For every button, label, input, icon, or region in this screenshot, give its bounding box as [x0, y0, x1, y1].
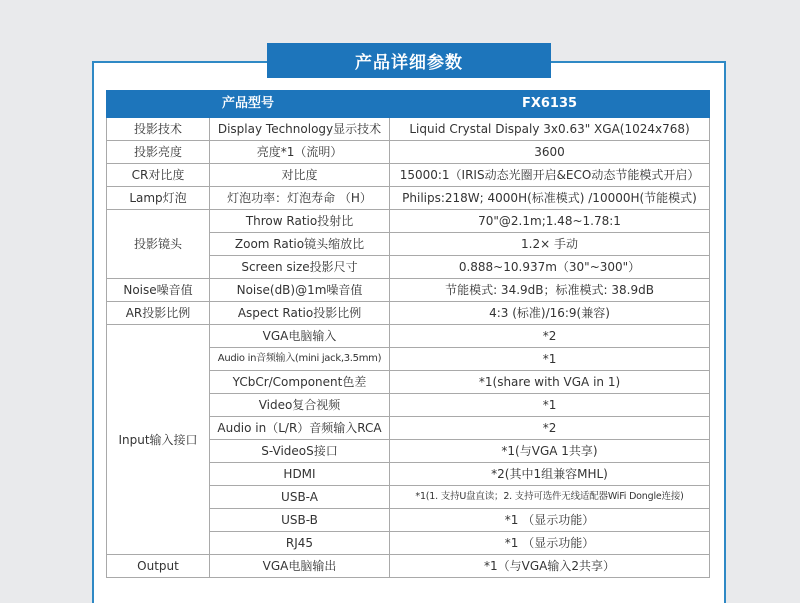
header-model: FX6135	[390, 91, 710, 118]
table-row	[107, 279, 710, 302]
feature-cell: USB-A	[210, 486, 390, 509]
feature-cell: Throw Ratio投射比	[210, 210, 390, 233]
value-cell: 3600	[390, 141, 710, 164]
feature-cell: HDMI	[210, 463, 390, 486]
feature-cell: Audio in（L/R）音频输入RCA	[210, 417, 390, 440]
feature-cell: YCbCr/Component色差	[210, 371, 390, 394]
table-header-row	[107, 91, 710, 118]
value-cell: *1(与VGA 1共享)	[390, 440, 710, 463]
table-row	[107, 555, 710, 578]
value-cell: 1.2× 手动	[390, 233, 710, 256]
feature-cell: VGA电脑输入	[210, 325, 390, 348]
table-row	[107, 118, 710, 141]
feature-cell: 灯泡功率：灯泡寿命 （H）	[210, 187, 390, 210]
category-cell: Output	[107, 555, 210, 578]
category-cell: Lamp灯泡	[107, 187, 210, 210]
value-cell: *1 （显示功能）	[390, 532, 710, 555]
header-type-label: 产品型号	[107, 91, 390, 118]
feature-cell: S-VideoS接口	[210, 440, 390, 463]
feature-cell: Aspect Ratio投影比例	[210, 302, 390, 325]
value-cell: Philips:218W; 4000H(标准模式) /10000H(节能模式)	[390, 187, 710, 210]
category-cell: 投影亮度	[107, 141, 210, 164]
value-cell: Liquid Crystal Dispaly 3x0.63" XGA(1024x768)	[390, 118, 710, 141]
category-cell: AR投影比例	[107, 302, 210, 325]
page-title: 产品详细参数	[267, 43, 551, 78]
value-cell: *1	[390, 348, 710, 371]
value-cell: 4:3 (标准)/16:9(兼容)	[390, 302, 710, 325]
category-cell: 投影技术	[107, 118, 210, 141]
table-row	[107, 210, 710, 233]
feature-cell: Noise(dB)@1m噪音值	[210, 279, 390, 302]
category-cell: Noise噪音值	[107, 279, 210, 302]
value-cell: *1(share with VGA in 1)	[390, 371, 710, 394]
feature-cell: RJ45	[210, 532, 390, 555]
feature-cell: 对比度	[210, 164, 390, 187]
spec-table	[106, 90, 710, 578]
feature-cell: Audio in音频输入(mini jack,3.5mm)	[210, 348, 390, 371]
category-cell: Input输入接口	[107, 325, 210, 555]
feature-cell: Zoom Ratio镜头缩放比	[210, 233, 390, 256]
value-cell: *1（与VGA输入2共享）	[390, 555, 710, 578]
table-row	[107, 141, 710, 164]
value-cell: *2	[390, 325, 710, 348]
table-row	[107, 325, 710, 348]
value-cell: 15000:1（IRIS动态光圈开启&ECO动态节能模式开启）	[390, 164, 710, 187]
value-cell: *2(其中1组兼容MHL)	[390, 463, 710, 486]
value-cell: 节能模式: 34.9dB；标准模式: 38.9dB	[390, 279, 710, 302]
value-cell: *1 （显示功能）	[390, 509, 710, 532]
category-cell: 投影镜头	[107, 210, 210, 279]
value-cell: 0.888~10.937m（30"~300"）	[390, 256, 710, 279]
table-row	[107, 302, 710, 325]
value-cell: *2	[390, 417, 710, 440]
value-cell: *1	[390, 394, 710, 417]
feature-cell: Display Technology显示技术	[210, 118, 390, 141]
feature-cell: USB-B	[210, 509, 390, 532]
feature-cell: VGA电脑输出	[210, 555, 390, 578]
feature-cell: Screen size投影尺寸	[210, 256, 390, 279]
category-cell: CR对比度	[107, 164, 210, 187]
feature-cell: 亮度*1（流明）	[210, 141, 390, 164]
value-cell: 70"@2.1m;1.48~1.78:1	[390, 210, 710, 233]
feature-cell: Video复合视频	[210, 394, 390, 417]
table-row	[107, 164, 710, 187]
value-cell: *1(1. 支持U盘直读；2. 支持可选件无线适配器WiFi Dongle连接)	[390, 486, 710, 509]
table-row	[107, 187, 710, 210]
